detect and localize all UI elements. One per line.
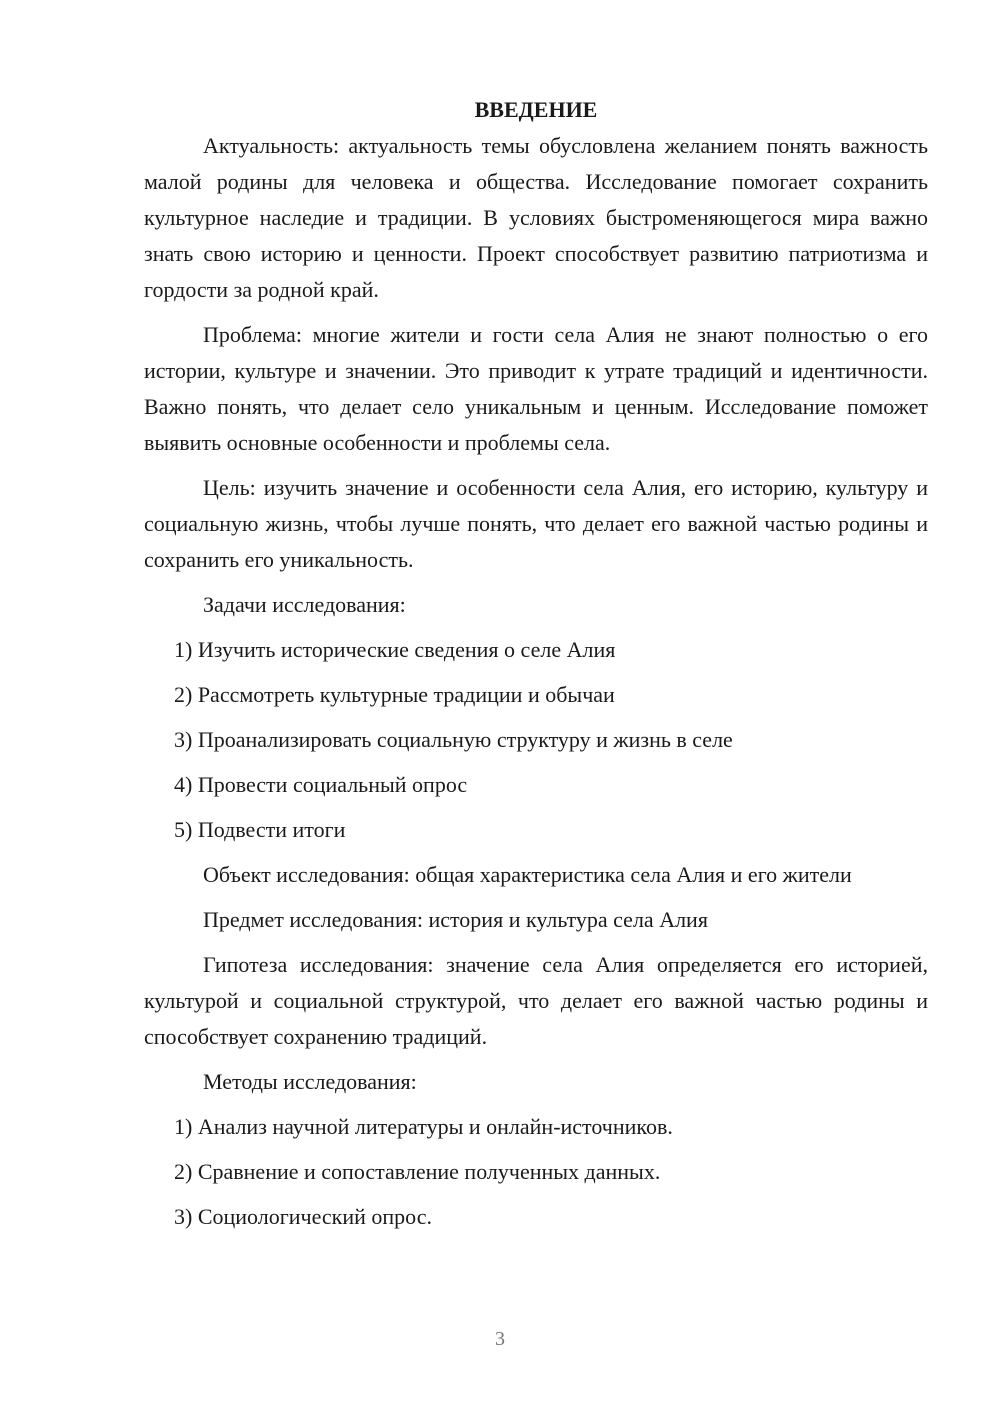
page-title: ВВЕДЕНИЕ: [474, 97, 598, 122]
task-item: 4) Провести социальный опрос: [174, 772, 468, 797]
relevance-paragraph: Актуальность: актуальность темы обусловлена желанием понять важность малой родины для человека и общества. Исследование помогает сохранить культурное наследие и традиции. В условиях быстроменяющегося мира важно знать свою историю и ценности. Проект способствует развитию патриотизма и гордости за родной край.: [144, 133, 928, 302]
task-item: 2) Рассмотреть культурные традиции и обычаи: [174, 682, 615, 707]
document-page: [144, 92, 928, 1235]
task-item: 1) Изучить исторические сведения о селе Алия: [174, 637, 616, 662]
hypothesis-paragraph: Гипотеза исследования: значение села Алия определяется его историей, культурой и социальной структурой, что делает его важной частью родины и способствует сохранению традиций.: [144, 952, 928, 1049]
method-item: 3) Социологический опрос.: [174, 1204, 432, 1229]
problem-paragraph: Проблема: многие жители и гости села Алия не знают полностью о его истории, культуре и значении. Это приводит к утрате традиций и идентичности. Важно понять, что делает село уникальным и ценным. Исследование поможет выявить основные особенности и проблемы села.: [144, 322, 928, 455]
page-number: 3: [495, 1328, 505, 1350]
goal-paragraph: Цель: изучить значение и особенности села Алия, его историю, культуру и социальную жизнь, чтобы лучше понять, что делает его важной частью родины и сохранить его уникальность.: [144, 475, 928, 572]
object-paragraph: Объект исследования: общая характеристика села Алия и его жители: [203, 862, 852, 887]
task-item: 3) Проанализировать социальную структуру и жизнь в селе: [174, 727, 733, 752]
tasks-heading: Задачи исследования:: [203, 592, 406, 617]
subject-paragraph: Предмет исследования: история и культура села Алия: [203, 907, 708, 932]
method-item: 2) Сравнение и сопоставление полученных данных.: [174, 1159, 661, 1184]
methods-heading: Методы исследования:: [203, 1069, 417, 1094]
method-item: 1) Анализ научной литературы и онлайн-источников.: [174, 1114, 673, 1139]
task-item: 5) Подвести итоги: [174, 817, 346, 842]
